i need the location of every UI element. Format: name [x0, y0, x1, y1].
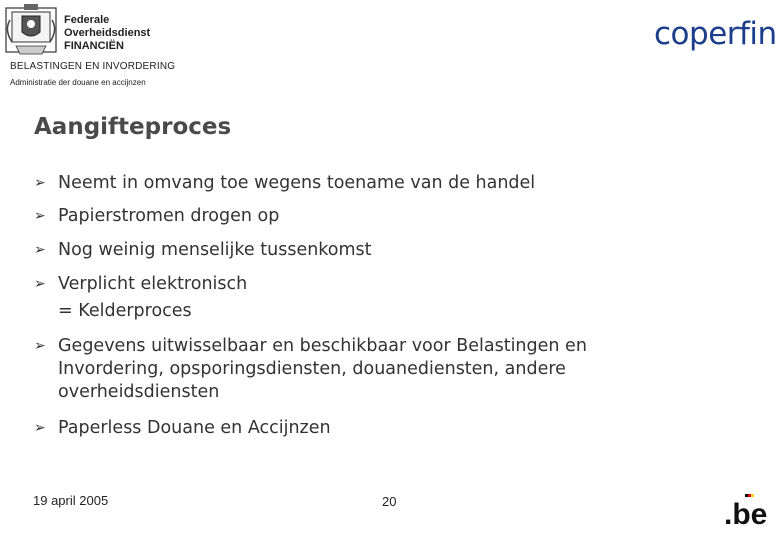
department-name: BELASTINGEN EN INVORDERING: [10, 61, 176, 72]
list-item: ➢ Verplicht elektronisch = Kelderproces: [34, 274, 248, 321]
page-number: 20: [382, 494, 397, 509]
slide-title: Aangifteproces: [34, 114, 232, 140]
arrow-bullet-icon: ➢: [34, 420, 46, 436]
arrow-bullet-icon: ➢: [34, 276, 46, 292]
coperfin-logo: coperfin: [654, 16, 777, 52]
arrow-bullet-icon: ➢: [34, 242, 46, 258]
list-item: ➢ Papierstromen drogen op: [34, 206, 280, 226]
list-item: ➢ Neemt in omvang toe wegens toename van de handel: [34, 173, 536, 193]
coat-of-arms-icon: [2, 2, 60, 58]
footer-date: 19 april 2005: [33, 493, 109, 508]
list-item: ➢ Gegevens uitwisselbaar en beschikbaar voor Belastingen en Invordering, opsporingsdiensten, douanediensten, andere overheidsdiensten: [34, 336, 587, 402]
arrow-bullet-icon: ➢: [34, 175, 46, 191]
administration-name: Administratie der douane en accijnzen: [10, 78, 146, 87]
org-line: FINANCIËN: [64, 40, 124, 52]
arrow-bullet-icon: ➢: [34, 338, 46, 354]
organization-name: [64, 14, 150, 53]
arrow-bullet-icon: ➢: [34, 208, 46, 224]
list-item: ➢ Nog weinig menselijke tussenkomst: [34, 240, 372, 260]
org-line: Overheidsdienst: [64, 27, 151, 39]
list-item: ➢ Paperless Douane en Accijnzen: [34, 418, 331, 438]
sub-item: = Kelderproces: [58, 301, 192, 321]
be-logo-text: .be: [724, 498, 768, 530]
be-logo: [724, 490, 774, 530]
org-line: Federale: [64, 14, 110, 26]
